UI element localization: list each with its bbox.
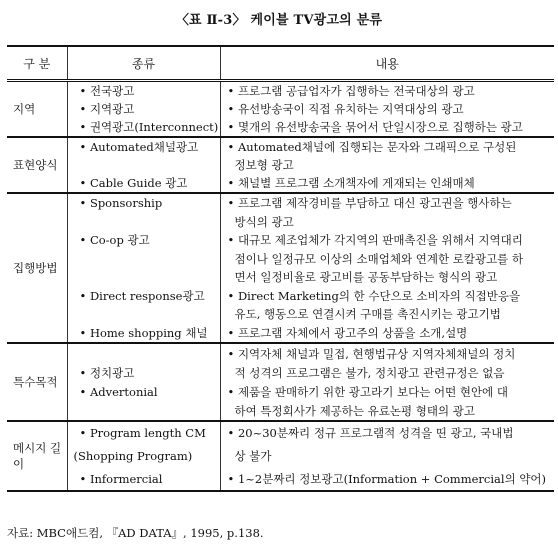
- header-content: 내용: [220, 46, 554, 81]
- type-item: • Direct response광고: [79, 288, 205, 303]
- type-item: • 전국광고: [79, 84, 135, 98]
- description-item: • 몇개의 유선방송국을 묶어서 단일시장으로 집행하는 광고: [227, 120, 523, 134]
- category-cell: 집행방법: [7, 193, 67, 343]
- description-item: • 1~2분짜리 정보광고(Information + Commercial의 약어): [227, 471, 547, 486]
- category-cell: 표현양식: [7, 137, 67, 193]
- description-item: 적 성격의 프로그램은 불가, 정치광고 관련규정은 없음: [234, 365, 505, 380]
- type-item: (Shopping Program): [73, 448, 193, 463]
- description-item: • 프로그램 공급업자가 집행하는 전국대상의 광고: [227, 84, 475, 98]
- type-item: • Automated채널광고: [79, 140, 199, 154]
- category-cell: 특수목적: [7, 343, 67, 421]
- description-item: • Automated채널에 집행되는 문자와 그래픽으로 구성된: [227, 140, 517, 154]
- description-item: • 프로그램 자체에서 광고주의 상품을 소개,설명: [227, 325, 468, 340]
- type-cell: [67, 137, 220, 193]
- table-row-message-length: [7, 421, 554, 491]
- description-item: 점이나 일정규모 이상의 소매업체와 연계한 로칼광고를 하: [234, 251, 524, 266]
- table-title: 〈표 Ⅱ-3〉 케이블 TV광고의 분류: [175, 13, 383, 28]
- type-item: • Home shopping 채널: [79, 325, 208, 340]
- table-row-expression: [7, 137, 554, 193]
- description-cell: [220, 421, 554, 491]
- table-row-execution: [7, 193, 554, 343]
- description-item: • 채널별 프로그램 소개책자에 게재되는 인쇄매체: [227, 176, 475, 190]
- type-item: [68, 157, 220, 173]
- description-item: • Direct Marketing의 한 수단으로 소비자의 직접반응을: [227, 288, 521, 303]
- source-note: 자료: MBC애드컴, 『AD DATA』, 1995, p.138.: [7, 526, 264, 540]
- type-item: [68, 403, 220, 419]
- type-item: • Informercial: [79, 471, 163, 486]
- description-cell: [220, 343, 554, 421]
- category-cell: 메시지 길이: [7, 421, 67, 491]
- type-item: • 지역광고: [79, 102, 135, 116]
- type-item: • Sponsorship: [79, 196, 163, 211]
- description-item: • 유선방송국이 직접 유치하는 지역대상의 광고: [227, 102, 464, 116]
- type-item: • Co-op 광고: [79, 233, 150, 248]
- table-row-special-purpose: [7, 343, 554, 421]
- header-type: 종류: [67, 46, 220, 81]
- description-item: 방식의 광고: [234, 214, 294, 229]
- type-item: • Advertonial: [79, 384, 158, 399]
- type-item: • Program length CM: [79, 426, 206, 441]
- description-item: 하여 특정회사가 제공하는 유료논평 형태의 광고: [234, 403, 475, 418]
- description-cell: [220, 81, 554, 138]
- description-item: • 대규모 제조업체가 각지역의 판매촉진을 위해서 지역대리: [227, 233, 523, 248]
- type-cell: [67, 81, 220, 138]
- type-item: [68, 269, 220, 285]
- type-item: [68, 346, 220, 362]
- table-header-row: [7, 46, 554, 81]
- description-item: • 제품을 판매하기 위한 광고라기 보다는 어떤 현안에 대: [227, 384, 508, 399]
- type-item: [68, 214, 220, 230]
- classification-table: [7, 45, 554, 492]
- table-row-region: [7, 81, 554, 138]
- type-cell: [67, 421, 220, 491]
- description-item: 유도, 행동으로 연결시켜 구매를 촉진시키는 광고기법: [234, 307, 501, 322]
- type-item: [68, 251, 220, 267]
- type-item: • 권역광고(Interconnect): [79, 120, 219, 134]
- description-item: • 20~30분짜리 정규 프로그램적 성격을 띤 광고, 국내법: [227, 426, 514, 441]
- header-category: 구 분: [7, 46, 67, 81]
- type-item: [68, 306, 220, 322]
- type-item: • Cable Guide 광고: [79, 176, 188, 190]
- description-cell: [220, 137, 554, 193]
- description-cell: [220, 193, 554, 343]
- category-cell: 지역: [7, 81, 67, 138]
- description-item: 정보형 광고: [234, 158, 294, 172]
- type-cell: [67, 343, 220, 421]
- description-item: 상 불가: [234, 448, 272, 463]
- description-item: 면서 일정비율로 광고비를 공동부담하는 형식의 광고: [234, 270, 498, 285]
- description-item: • 프로그램 제작경비를 부담하고 대신 광고권을 행사하는: [227, 196, 512, 211]
- type-cell: [67, 193, 220, 343]
- description-item: • 지역자체 채널과 밀접, 현행법규상 지역자체채널의 정치: [227, 346, 516, 361]
- type-item: • 정치광고: [79, 365, 135, 380]
